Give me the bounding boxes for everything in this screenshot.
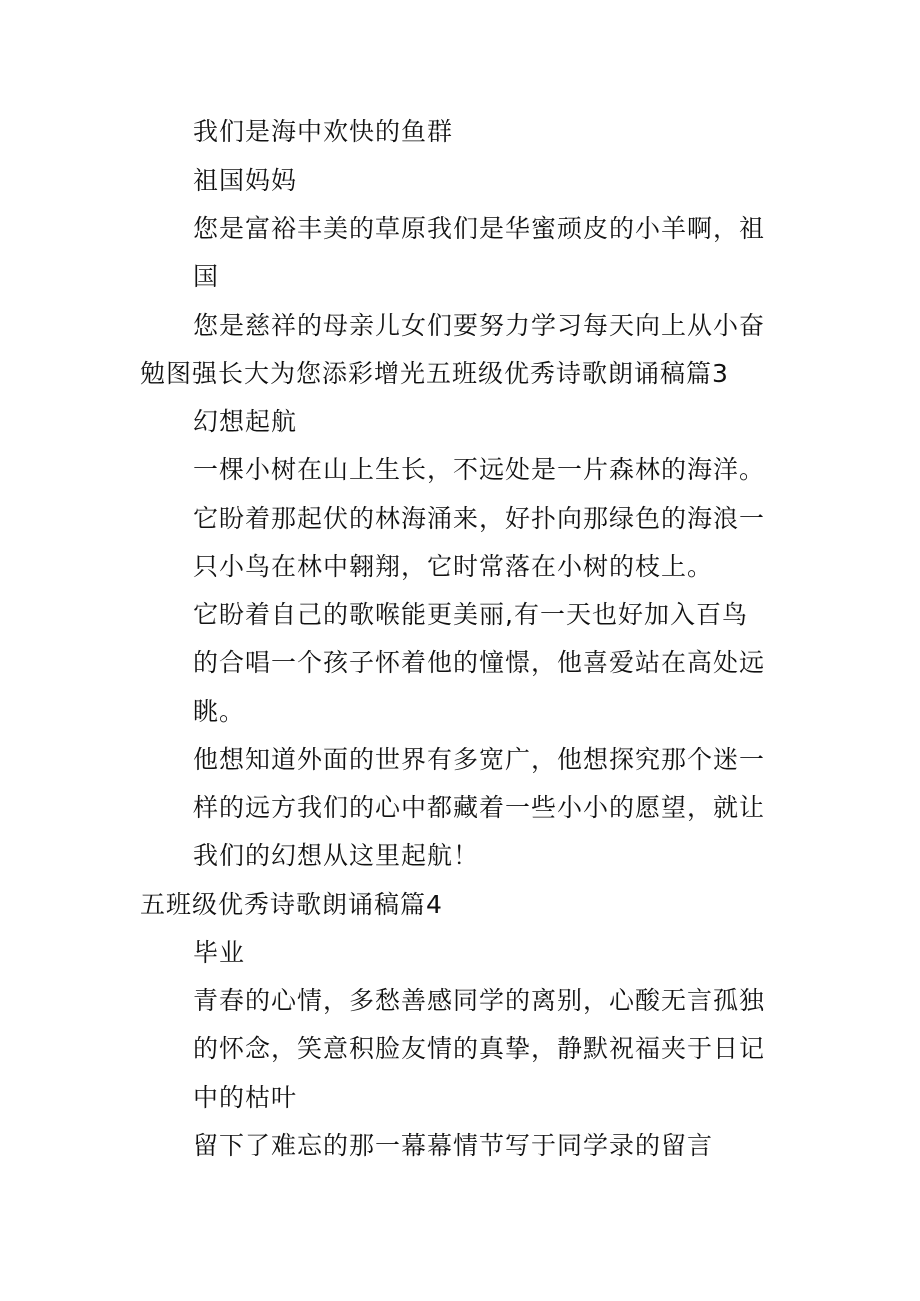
section-title: 幻想起航 xyxy=(193,407,298,436)
text-line: 中的枯叶 xyxy=(193,1083,298,1112)
section-title: 毕业 xyxy=(193,938,246,967)
text-line: 它盼着自己的歌喉能更美丽,有一天也好加入百鸟 xyxy=(193,600,748,629)
text-line: 他想知道外面的世界有多宽广，他想探究那个迷一 xyxy=(193,745,766,774)
text-line: 留下了难忘的那一幕幕情节写于同学录的留言 xyxy=(193,1131,714,1160)
text-line: 我们的幻想从这里起航！ xyxy=(193,841,480,870)
text-line: 勉图强长大为您添彩增光五班级优秀诗歌朗诵稿篇3 xyxy=(140,359,729,388)
text-line: 青春的心情，多愁善感同学的离别，心酸无言孤独 xyxy=(193,986,766,1015)
text-line: 您是富裕丰美的草原我们是华蜜顽皮的小羊啊，祖 xyxy=(193,214,766,243)
text-line: 眺。 xyxy=(193,697,246,726)
text-line: 一棵小树在山上生长，不远处是一片森林的海洋。 xyxy=(193,455,766,484)
text-line: 祖国妈妈 xyxy=(193,166,298,195)
text-line: 的合唱一个孩子怀着他的憧憬，他喜爱站在高处远 xyxy=(193,648,766,677)
text-line: 您是慈祥的母亲儿女们要努力学习每天向上从小奋 xyxy=(193,311,766,340)
section-heading: 五班级优秀诗歌朗诵稿篇4 xyxy=(140,890,443,919)
text-line: 样的远方我们的心中都藏着一些小小的愿望，就让 xyxy=(193,793,766,822)
text-line: 只小鸟在林中翱翔，它时常落在小树的枝上。 xyxy=(193,552,714,581)
text-line: 国 xyxy=(193,262,220,291)
text-line: 它盼着那起伏的林海涌来，好扑向那绿色的海浪一 xyxy=(193,504,766,533)
text-line: 的怀念，笑意积脸友情的真挚，静默祝福夹于日记 xyxy=(193,1034,766,1063)
text-line: 我们是海中欢快的鱼群 xyxy=(193,117,454,146)
